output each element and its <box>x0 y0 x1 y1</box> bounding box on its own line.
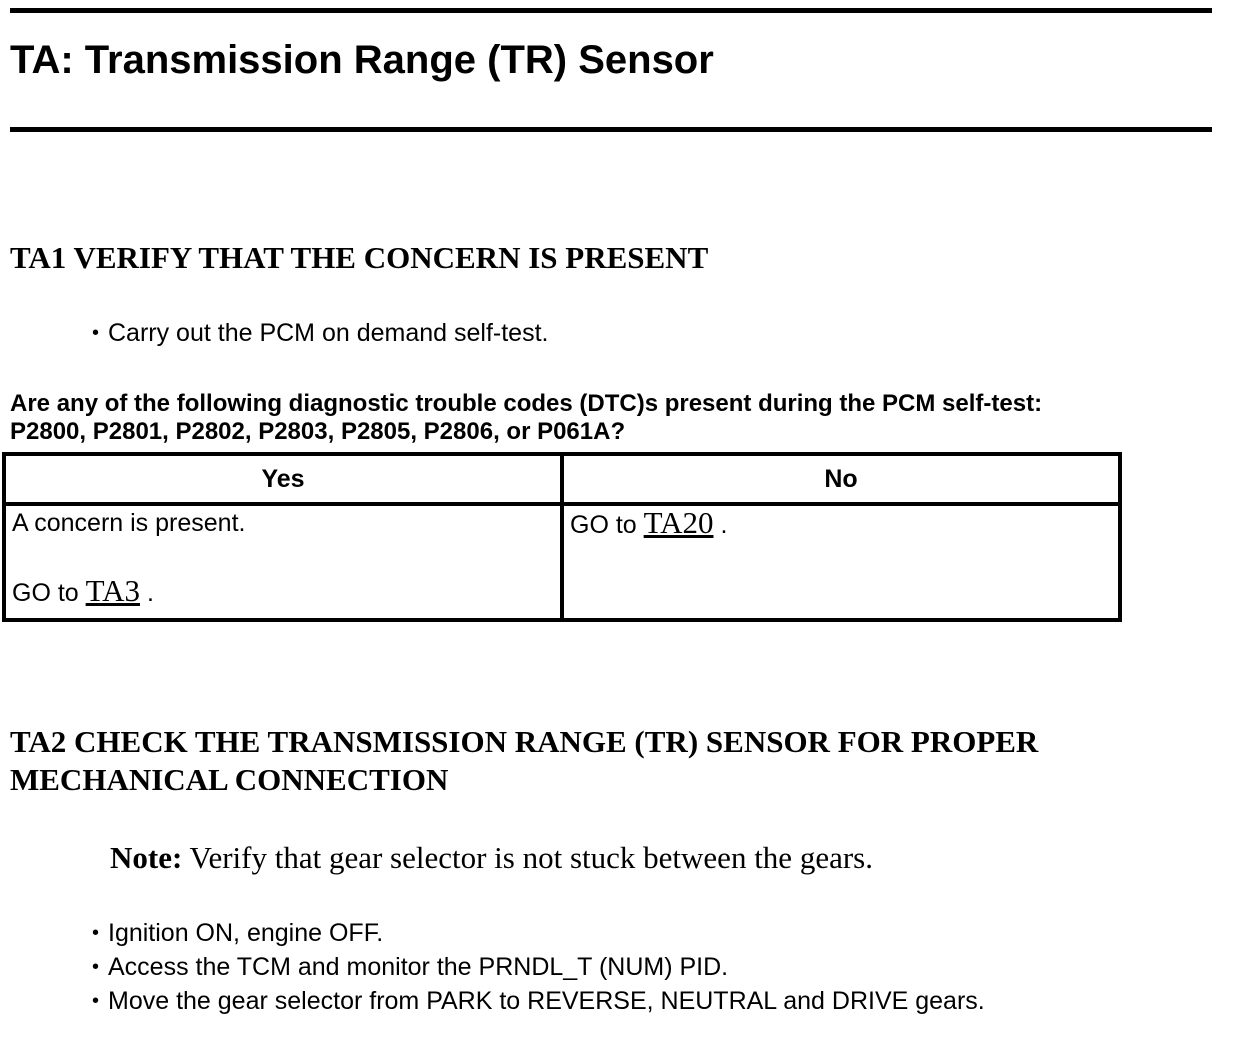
no-header: No <box>562 454 1120 504</box>
list-item <box>92 916 985 950</box>
yes-cell-spacer <box>12 540 554 574</box>
list-item-text: Move the gear selector from PARK to REVERSE, NEUTRAL and DRIVE gears. <box>108 987 985 1015</box>
question-line-1: Are any of the following diagnostic trouble codes (DTC)s present during the PCM self-test: <box>10 390 1043 417</box>
ta1-bullet-list <box>92 316 548 350</box>
list-item <box>92 984 985 1018</box>
ta2-bullet-list <box>92 916 985 1018</box>
list-item <box>92 950 985 984</box>
yes-go-line <box>12 574 554 610</box>
list-item-text: Ignition ON, engine OFF. <box>108 919 384 947</box>
bullet-dot-icon: • <box>92 956 100 978</box>
question-line-2: P2800, P2801, P2802, P2803, P2805, P2806, or P061A? <box>10 418 626 445</box>
yes-cell <box>4 504 562 620</box>
link-ta20[interactable]: TA20 <box>643 505 714 540</box>
yes-go-prefix: GO to <box>12 579 79 607</box>
no-go-line <box>570 506 1112 542</box>
bullet-dot-icon: • <box>92 322 100 344</box>
decision-table <box>2 452 1122 622</box>
bullet-dot-icon: • <box>92 922 100 944</box>
top-divider <box>10 8 1212 13</box>
no-cell <box>562 504 1120 620</box>
list-item-text: Carry out the PCM on demand self-test. <box>108 319 549 347</box>
table-row <box>4 504 1120 620</box>
table-header-row <box>4 454 1120 504</box>
step-heading-ta2: TA2 CHECK THE TRANSMISSION RANGE (TR) SENSOR FOR PROPER MECHANICAL CONNECTION <box>10 724 1039 797</box>
list-item <box>92 316 548 350</box>
step-heading-ta1: TA1 VERIFY THAT THE CONCERN IS PRESENT <box>10 240 709 275</box>
no-go-prefix: GO to <box>570 511 637 539</box>
no-go-suffix: . <box>720 511 728 539</box>
note-text: Verify that gear selector is not stuck between the gears. <box>189 840 873 875</box>
yes-header: Yes <box>4 454 562 504</box>
note-label: Note: <box>110 840 183 875</box>
yes-cell-text: A concern is present. <box>12 509 246 537</box>
bullet-dot-icon: • <box>92 990 100 1012</box>
list-item-text: Access the TCM and monitor the PRNDL_T (NUM) PID. <box>108 953 729 981</box>
yes-go-suffix: . <box>146 579 154 607</box>
page-title: TA: Transmission Range (TR) Sensor <box>10 38 714 82</box>
link-ta3[interactable]: TA3 <box>85 573 140 608</box>
dtc-question <box>10 390 1230 446</box>
note <box>110 838 873 878</box>
title-divider <box>10 127 1212 132</box>
